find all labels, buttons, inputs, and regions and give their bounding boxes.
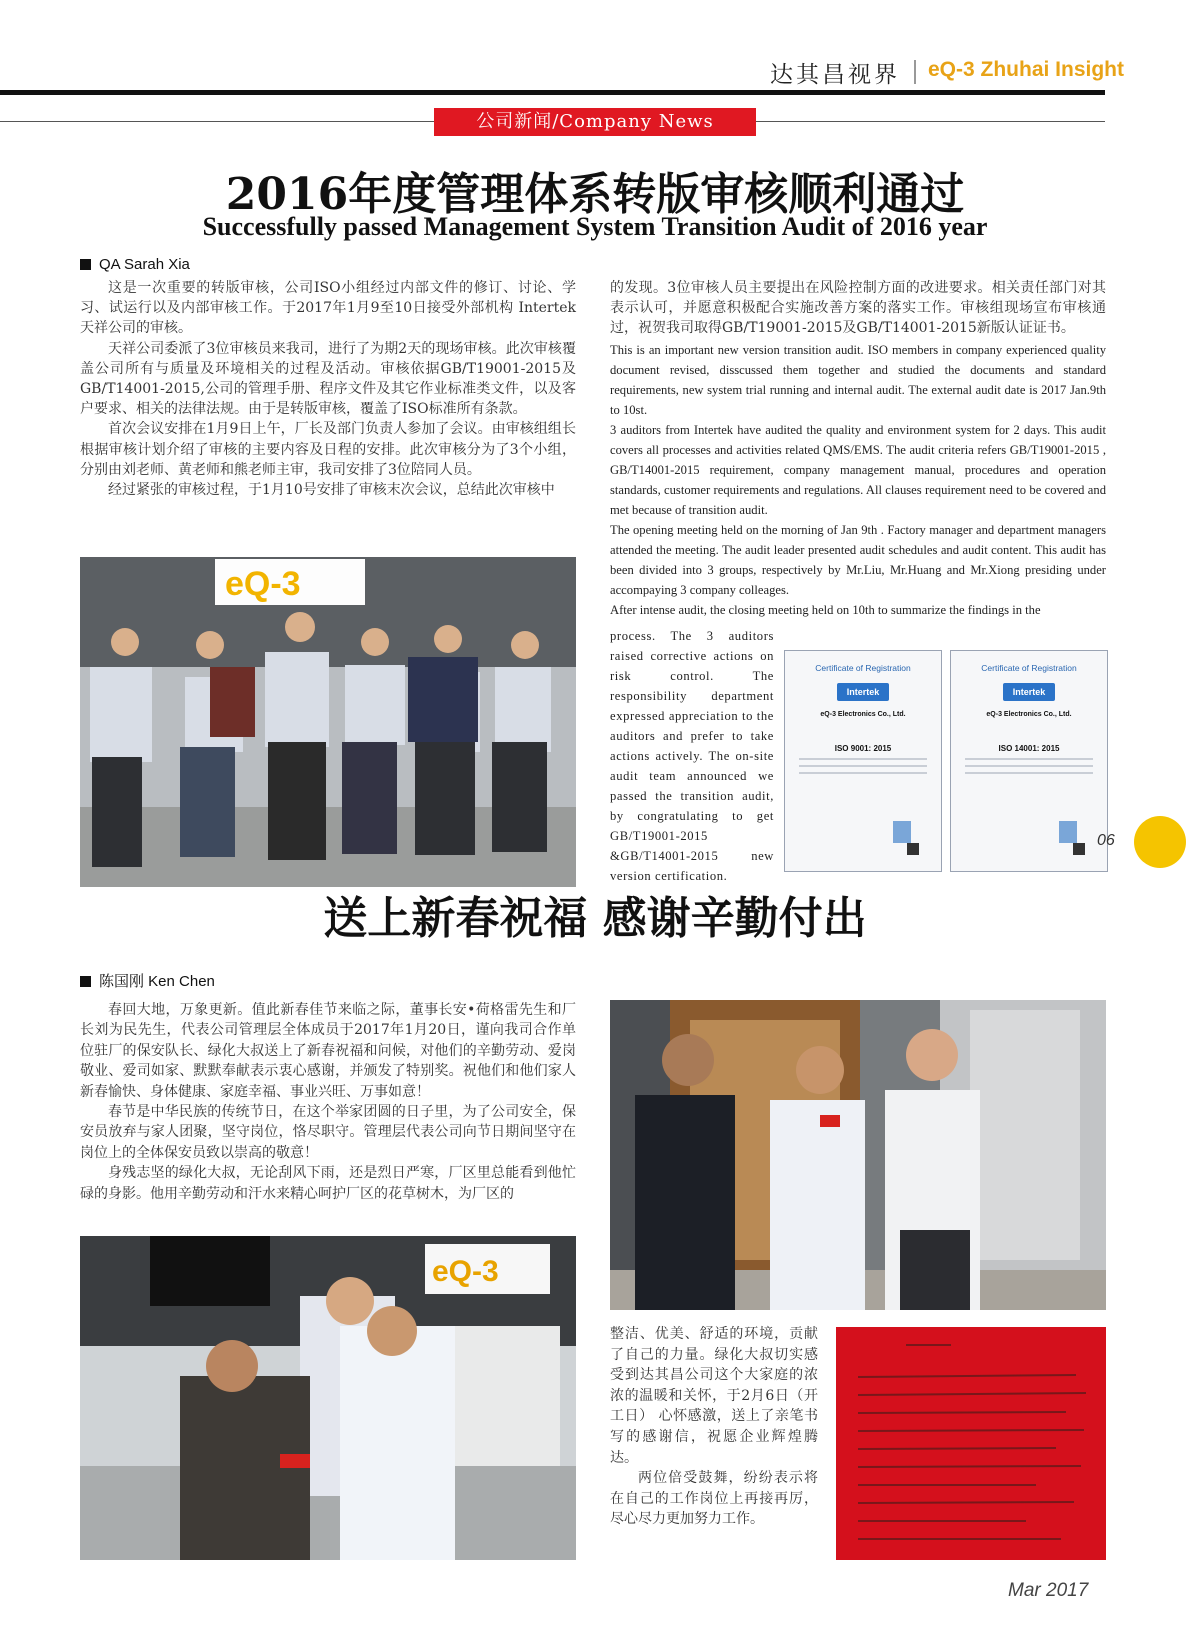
article1-cn-paragraph: 首次会议安排在1月9日上午，厂长及部门负责人参加了会议。由审核组组长根据审核计划介绍了审核的主要内容及日程的安排。此次审核分为了3个小组，分别由刘老师、黄老师和熊老师主审，我司安排了3位陪同人员。 bbox=[80, 421, 576, 478]
bullet-square-icon bbox=[80, 976, 91, 987]
certificate-text-line bbox=[799, 765, 927, 767]
article1-title-english: Successfully passed Management System Transition Audit of 2016 year bbox=[202, 212, 988, 241]
article1-byline bbox=[80, 256, 190, 273]
article2-title: 送上新春祝福 感谢辛勤付出 bbox=[323, 893, 867, 944]
article1-en-closing-line: After intense audit, the closing meeting held on 10th to summarize the findings in the bbox=[610, 603, 1041, 617]
article1-chinese-continued: 的发现。3位审核人员主要提出在风险控制方面的改进要求。相关责任部门对其表示认可，并愿意积极配合实施改善方案的落实工作。审核组现场宣布审核通过，祝贺我司取得GB/T19001-2015及GB/T14001-2015新版认证证书。 bbox=[610, 280, 1106, 337]
certificate-text-line bbox=[965, 765, 1093, 767]
certificate-company: eQ-3 Electronics Co., Ltd. bbox=[986, 711, 1072, 718]
article1-cn-paragraph: 经过紧张的审核过程，于1月10号安排了审核末次会议，总结此次审核中 bbox=[108, 482, 555, 499]
article1-cn-paragraph: 这是一次重要的转版审核，公司ISO小组经过内部文件的修订、讨论、学习、试运行以及内部审核工作。于2017年1月9至10日接受外部机构 Intertek 天祥公司的审核。 bbox=[80, 280, 576, 337]
article2-paragraph: 身残志坚的绿化大叔，无论刮风下雨，还是烈日严寒，厂区里总能看到他忙碌的身影。他用辛勤劳动和汗水来精心呵护厂区的花草树木，为厂区的 bbox=[80, 1165, 576, 1202]
article2-paragraph: 春回大地，万象更新。值此新春佳节来临之际，董事长安•荷格雷先生和厂长刘为民先生，代表公司管理层全体成员于2017年1月20日，谨向我司合作单位驻厂的保安队长、绿化大叔送上了新春祝福和问候，对他们的辛勤劳动、爱岗敬业、爱司如家、默默奉献表示衷心感谢，并颁发了特别奖。祝他们和他们家人新春愉快、身体健康、家庭幸福、事业兴旺、万事如意！ bbox=[80, 1002, 576, 1100]
page-number-dot bbox=[1134, 816, 1186, 868]
article2-byline bbox=[80, 970, 215, 991]
article2-text-column bbox=[80, 1000, 576, 1204]
certificate-text-line bbox=[965, 758, 1093, 760]
greeting-photo-left bbox=[80, 1236, 576, 1560]
article1-en-paragraph: The opening meeting held on the morning of Jan 9th . Factory manager and department managers attended the meeting. The audit leader presented audit schedules and audit content. This audit has been divided into 3 groups, respectively by Mr.Liu, Mr.Huang and Mr.Xiong presiding under accompaying 3 company colleages. bbox=[610, 523, 1106, 597]
qr-code-icon bbox=[1073, 843, 1085, 855]
article1-english-column bbox=[610, 340, 1106, 620]
magazine-title-chinese: 达其昌视界 bbox=[770, 62, 900, 88]
photo-logo-text: eQ-3 bbox=[225, 565, 301, 603]
thank-you-letter-photo bbox=[836, 1327, 1106, 1560]
section-tag: 公司新闻/Company News bbox=[434, 108, 756, 136]
certificate-iso14001 bbox=[950, 650, 1108, 872]
article1-title-chinese: 2016年度管理体系转版审核顺利通过 bbox=[225, 169, 965, 220]
certificate-standard: ISO 9001: 2015 bbox=[834, 744, 892, 753]
certificate-iso9001 bbox=[784, 650, 942, 872]
certificate-text-line bbox=[965, 772, 1093, 774]
magazine-title-english: eQ-3 Zhuhai Insight bbox=[928, 58, 1125, 81]
article1-chinese-column bbox=[80, 278, 576, 500]
photo-logo-text: eQ-3 bbox=[432, 1255, 499, 1288]
article2-paragraph: 春节是中华民族的传统节日，在这个举家团圆的日子里，为了公司安全，保安员放弃与家人团聚，坚守岗位，恪尽职守。管理层代表公司向节日期间坚守在岗位上的全体保安员致以崇高的敬意！ bbox=[80, 1104, 576, 1161]
certificate-seal-icon bbox=[893, 821, 911, 843]
certificate-standard: ISO 14001: 2015 bbox=[998, 744, 1060, 753]
header-rule bbox=[0, 90, 1105, 95]
article1-english-closing: process. The 3 auditors raised corrective actions on risk control. The responsibility department expressed appreciation to the auditors and prefer to take actions actively. The on-site audit team announced we passed the transition audit, by congratulating to get GB/T19001-2015 &GB/T14001-2015 new version certification. bbox=[610, 629, 774, 883]
certificate-text-line bbox=[799, 758, 927, 760]
certificate-heading: Certificate of Registration bbox=[815, 663, 911, 673]
audit-team-photo bbox=[80, 557, 576, 887]
bullet-square-icon bbox=[80, 259, 91, 270]
certificate-text-line bbox=[799, 772, 927, 774]
header-separator bbox=[914, 60, 916, 84]
article1-author: QA Sarah Xia bbox=[99, 256, 190, 273]
article1-cn-paragraph: 天祥公司委派了3位审核员来我司，进行了为期2天的现场审核。此次审核覆盖公司所有与质量及环境相关的过程及活动。审核依据GB/T19001-2015及GB/T14001-2015,公司的管理手册、程序文件及其它作业标准类文件，以及客户要求、相关的法律法规。由于是转版审核，覆盖了ISO标准所有条款。 bbox=[80, 340, 576, 418]
article1-en-paragraph: This is an important new version transition audit. ISO members in company experienced quality document revised, disscussed them together and studied the documents and standard requirements, new system trial running and internal audit. The external audit date is 2017 Jan.9th to 10st. bbox=[610, 343, 1106, 417]
article2-closing-paragraph: 两位倍受鼓舞，纷纷表示将在自己的工作岗位上再接再厉，尽心尽力更加努力工作。 bbox=[610, 1470, 818, 1528]
greeting-photo-right bbox=[610, 1000, 1106, 1310]
intertek-logo: Intertek bbox=[1003, 683, 1055, 701]
qr-code-icon bbox=[907, 843, 919, 855]
article2-author: 陈国刚 Ken Chen bbox=[99, 973, 215, 990]
article2-paragraph-continued: 整洁、优美、舒适的环境，贡献了自己的力量。绿化大叔切实感受到达其昌公司这个大家庭的浓浓的温暖和关怀，于2月6日（开工日） 心怀感激，送上了亲笔书写的感谢信，祝愿企业辉煌腾达。 bbox=[610, 1326, 818, 1466]
certificate-seal-icon bbox=[1059, 821, 1077, 843]
certificate-company: eQ-3 Electronics Co., Ltd. bbox=[820, 711, 906, 718]
intertek-logo: Intertek bbox=[837, 683, 889, 701]
article2-text-continued bbox=[610, 1324, 818, 1530]
certificate-heading: Certificate of Registration bbox=[981, 663, 1077, 673]
article1-en-paragraph: 3 auditors from Intertek have audited the quality and environment system for 2 days. This audit covers all processes and activities related QMS/EMS. The audit criteria refers GB/T19001-2015 , GB/T14001-2015 requirement, company management manual, procedures and operation standards, customer requirements and regulations. All clauses requirement need to be covered and met because of transition audit. bbox=[610, 423, 1106, 517]
issue-date: Mar 2017 bbox=[1008, 1580, 1089, 1601]
page-number: 06 bbox=[1097, 832, 1115, 849]
